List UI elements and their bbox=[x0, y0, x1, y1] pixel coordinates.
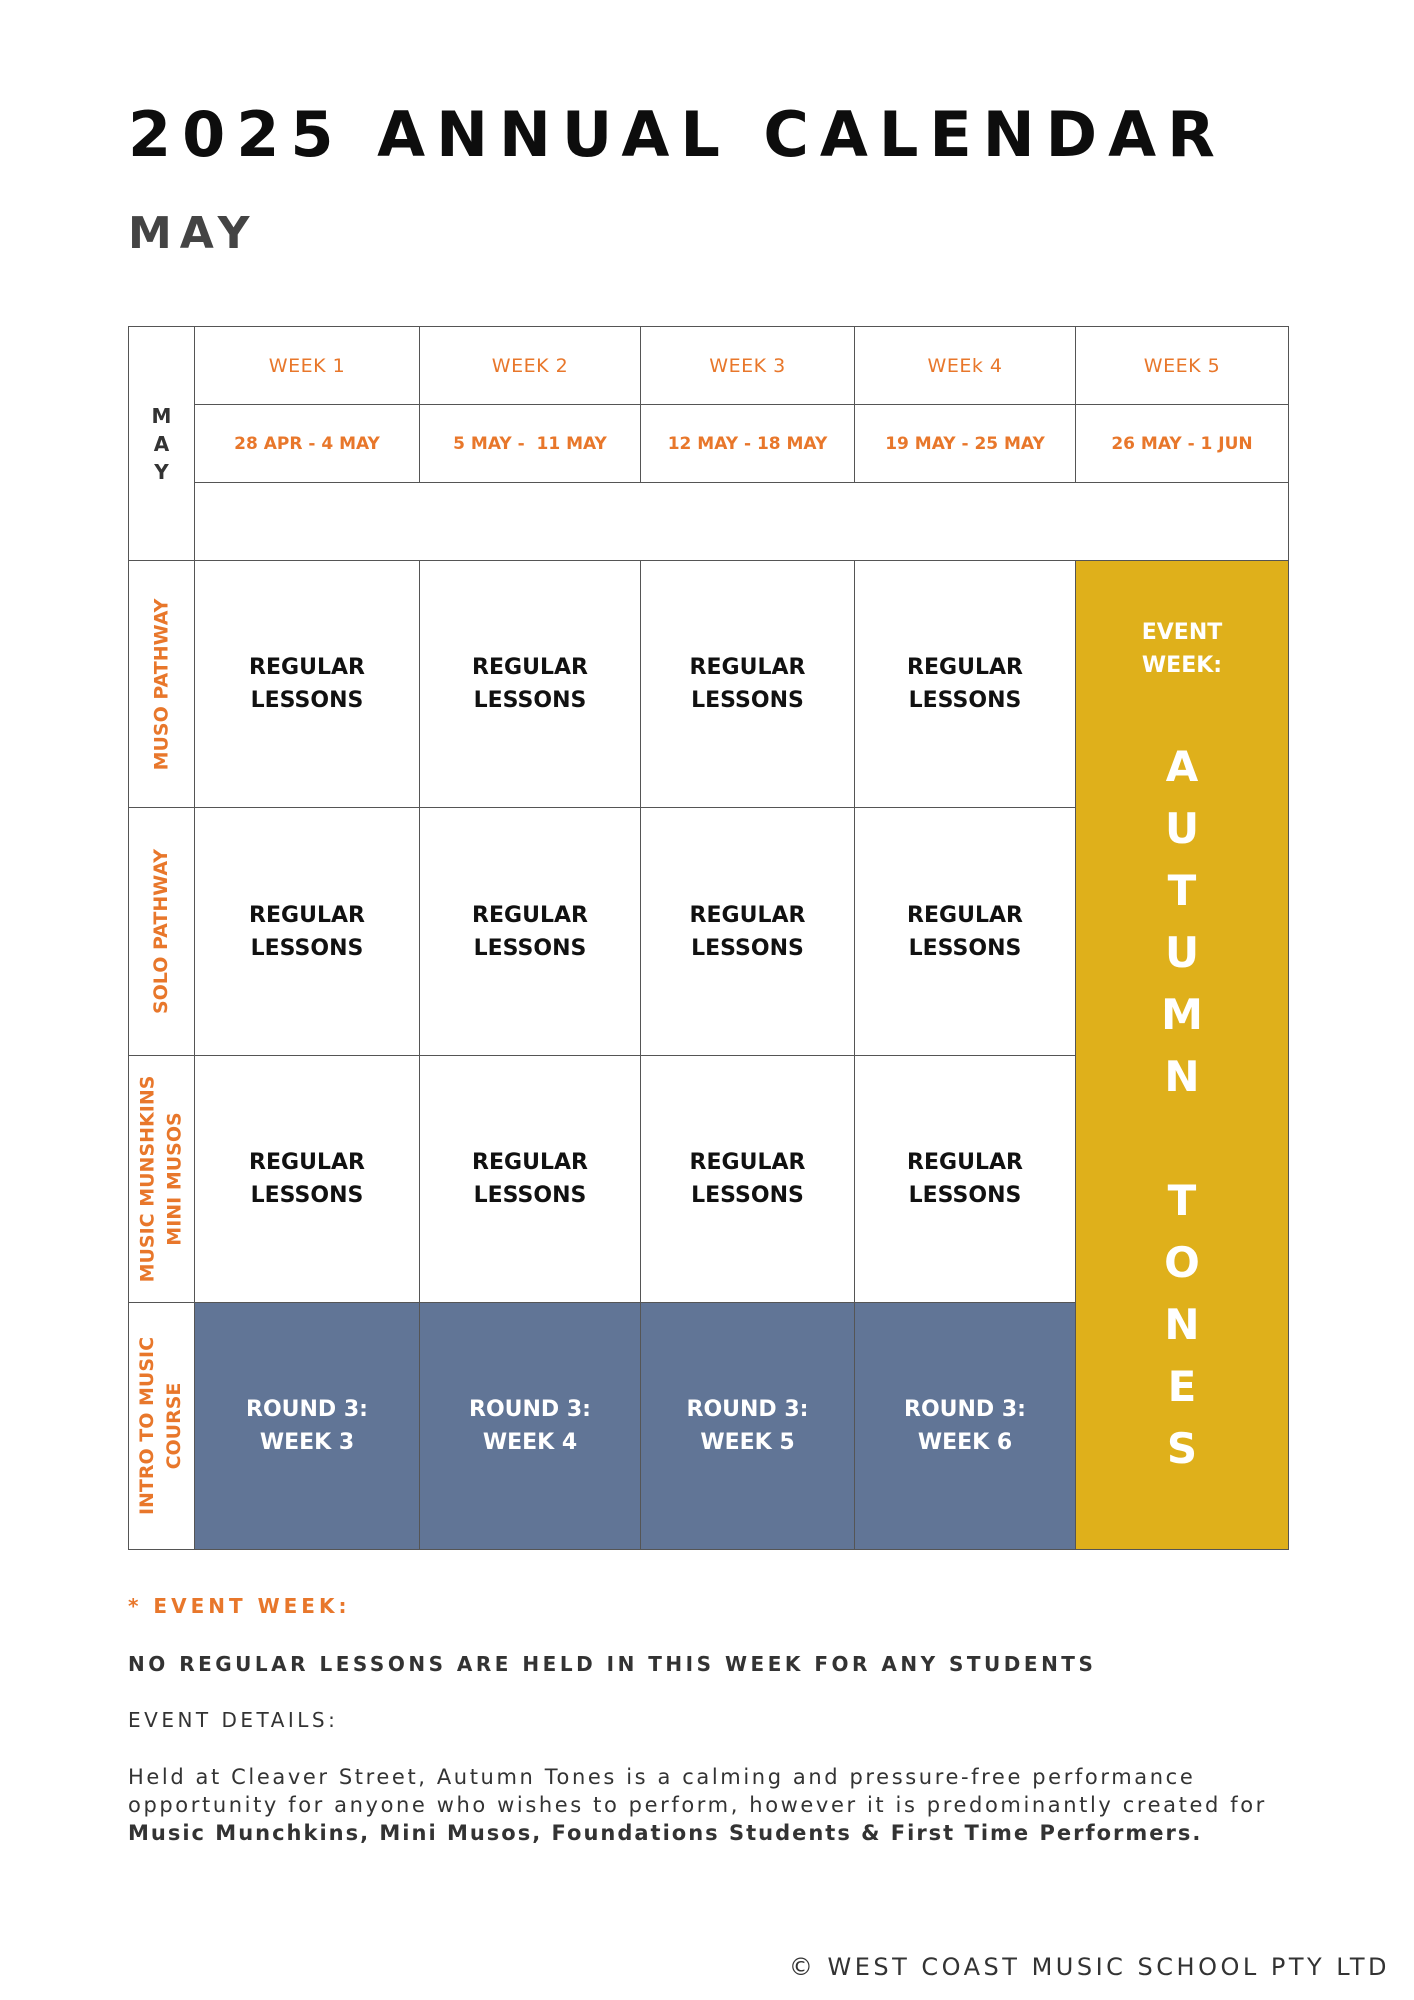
event-letter: T bbox=[1167, 866, 1197, 915]
cell-line: ROUND 3: bbox=[469, 1397, 591, 1422]
row-label-muso-pathway bbox=[128, 560, 195, 808]
cell-line: REGULAR bbox=[907, 655, 1023, 680]
cell-line: REGULAR bbox=[689, 902, 806, 928]
event-week-cell bbox=[1075, 560, 1289, 1550]
cell-line: LESSONS bbox=[473, 935, 587, 961]
event-letter: S bbox=[1166, 1424, 1198, 1473]
copyright-footer: © WEST COAST MUSIC SCHOOL PTY LTD bbox=[788, 1953, 1390, 1981]
cell-line: WEEK 5 bbox=[700, 1430, 795, 1455]
cell-line: LESSONS bbox=[250, 1183, 364, 1208]
week-header: WEEK 1 bbox=[194, 326, 420, 405]
cell-line: REGULAR bbox=[689, 1150, 806, 1175]
cell-line: REGULAR bbox=[907, 1150, 1023, 1175]
cell-line: REGULAR bbox=[472, 902, 588, 928]
no-lessons-note: NO REGULAR LESSONS ARE HELD IN THIS WEEK FOR ANY STUDENTS bbox=[128, 1652, 1097, 1676]
event-letter: O bbox=[1164, 1238, 1200, 1287]
cell-line: REGULAR bbox=[249, 902, 365, 928]
event-letter: M bbox=[1161, 990, 1203, 1039]
intro-course-cell bbox=[194, 1302, 420, 1550]
lesson-cell bbox=[194, 560, 420, 808]
cell-line: LESSONS bbox=[908, 1183, 1022, 1208]
lesson-cell bbox=[854, 1055, 1076, 1303]
event-name bbox=[1161, 736, 1203, 1480]
cell-line: LESSONS bbox=[691, 935, 804, 961]
lesson-cell bbox=[640, 560, 855, 808]
row-label-line: COURSE bbox=[163, 1382, 186, 1470]
event-details-audience: Music Munchkins, Mini Musos, Foundations Students & First Time Performers. bbox=[128, 1821, 1203, 1845]
event-letter: T bbox=[1167, 1176, 1197, 1225]
month-subtitle: MAY bbox=[128, 208, 258, 259]
row-label-line: MUSO PATHWAY bbox=[150, 598, 172, 770]
cell-line: REGULAR bbox=[472, 655, 588, 680]
week-dates: 28 APR - 4 MAY bbox=[194, 404, 420, 483]
month-letter: M bbox=[151, 403, 172, 428]
cell-line: REGULAR bbox=[249, 1150, 365, 1175]
lesson-cell bbox=[640, 1055, 855, 1303]
week-dates: 12 MAY - 18 MAY bbox=[640, 404, 855, 483]
cell-line: LESSONS bbox=[250, 935, 364, 961]
lesson-cell bbox=[419, 560, 641, 808]
cell-line: ROUND 3: bbox=[246, 1397, 368, 1422]
lesson-cell bbox=[419, 807, 641, 1056]
cell-line: REGULAR bbox=[907, 902, 1023, 928]
event-label-line: EVENT bbox=[1141, 620, 1223, 645]
spacer-row bbox=[194, 482, 1289, 561]
cell-line: ROUND 3: bbox=[904, 1397, 1026, 1422]
row-label-music-munchkins bbox=[128, 1055, 195, 1303]
event-letter: N bbox=[1164, 1052, 1200, 1101]
week-header: WEEK 5 bbox=[1075, 326, 1289, 405]
cell-line: WEEK 4 bbox=[482, 1430, 578, 1455]
lesson-cell bbox=[194, 807, 420, 1056]
week-dates: 5 MAY - 11 MAY bbox=[419, 404, 641, 483]
cell-line: LESSONS bbox=[250, 688, 364, 713]
event-week-label bbox=[1142, 616, 1223, 682]
cell-line: WEEK 6 bbox=[917, 1430, 1013, 1455]
lesson-cell bbox=[854, 807, 1076, 1056]
row-label-solo-pathway bbox=[128, 807, 195, 1056]
intro-course-cell bbox=[419, 1302, 641, 1550]
event-letter: U bbox=[1164, 804, 1200, 853]
event-letter: U bbox=[1164, 928, 1200, 977]
week-dates: 19 MAY - 25 MAY bbox=[854, 404, 1076, 483]
month-label bbox=[152, 402, 172, 486]
event-details-text bbox=[128, 1763, 1343, 1847]
row-label-line: SOLO PATHWAY bbox=[150, 848, 172, 1015]
cell-line: REGULAR bbox=[249, 655, 365, 680]
row-label-line: MINI MUSOS bbox=[163, 1112, 186, 1246]
week-header: WEEk 4 bbox=[854, 326, 1076, 405]
lesson-cell bbox=[854, 560, 1076, 808]
month-letter: A bbox=[153, 431, 170, 456]
cell-line: REGULAR bbox=[472, 1150, 588, 1175]
event-week-note-heading: * EVENT WEEK: bbox=[128, 1594, 351, 1618]
event-details-label: EVENT DETAILS: bbox=[128, 1708, 339, 1732]
event-letter: A bbox=[1165, 742, 1199, 791]
week-header: WEEK 2 bbox=[419, 326, 641, 405]
cell-line: ROUND 3: bbox=[686, 1397, 809, 1422]
month-letter: Y bbox=[154, 459, 169, 484]
month-label-cell bbox=[128, 326, 195, 561]
lesson-cell bbox=[640, 807, 855, 1056]
cell-line: LESSONS bbox=[473, 1183, 587, 1208]
week-dates: 26 MAY - 1 JUN bbox=[1075, 404, 1289, 483]
page-title: 2025 ANNUAL CALENDAR bbox=[128, 98, 1226, 171]
cell-line: LESSONS bbox=[473, 688, 587, 713]
row-label-line: MUSIC MUNSHKINS bbox=[136, 1075, 159, 1283]
cell-line: LESSONS bbox=[691, 688, 804, 713]
intro-course-cell bbox=[640, 1302, 855, 1550]
cell-line: REGULAR bbox=[689, 655, 806, 680]
event-details-body: Held at Cleaver Street, Autumn Tones is a calming and pressure-free performance opportunity for anyone who wishes to perform, however it is predominantly created for bbox=[128, 1765, 1267, 1817]
lesson-cell bbox=[194, 1055, 420, 1303]
event-label-line: WEEK: bbox=[1141, 653, 1223, 678]
event-letter: N bbox=[1164, 1300, 1200, 1349]
cell-line: LESSONS bbox=[908, 688, 1022, 713]
row-label-intro-to-music bbox=[128, 1302, 195, 1550]
cell-line: LESSONS bbox=[908, 935, 1022, 961]
row-label-line: INTRO TO MUSIC bbox=[136, 1336, 159, 1516]
week-header: WEEK 3 bbox=[640, 326, 855, 405]
calendar-grid bbox=[128, 326, 1289, 1550]
cell-line: LESSONS bbox=[691, 1183, 804, 1208]
event-letter: E bbox=[1167, 1362, 1197, 1411]
cell-line: WEEK 3 bbox=[259, 1430, 355, 1455]
intro-course-cell bbox=[854, 1302, 1076, 1550]
lesson-cell bbox=[419, 1055, 641, 1303]
